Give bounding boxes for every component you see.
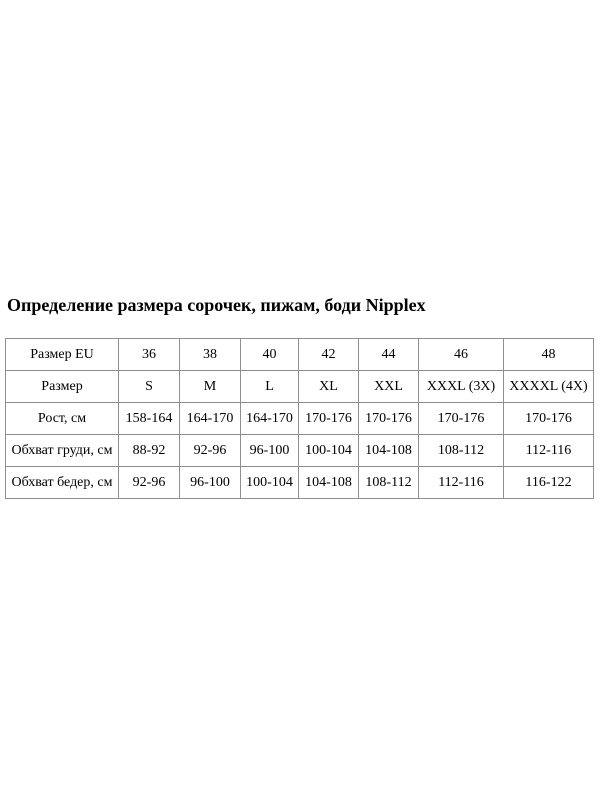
table-row-size-letter xyxy=(6,371,594,403)
size-value: 96-100 xyxy=(241,435,299,467)
size-value: 44 xyxy=(359,339,419,371)
size-value: 100-104 xyxy=(241,467,299,499)
size-value: S xyxy=(119,371,180,403)
table-row-hips xyxy=(6,467,594,499)
size-value: 108-112 xyxy=(359,467,419,499)
size-value: 46 xyxy=(419,339,504,371)
size-value: 164-170 xyxy=(180,403,241,435)
size-value: 170-176 xyxy=(504,403,594,435)
size-value: L xyxy=(241,371,299,403)
size-value: 92-96 xyxy=(180,435,241,467)
row-label: Обхват груди, см xyxy=(6,435,119,467)
size-value: 40 xyxy=(241,339,299,371)
size-value: 112-116 xyxy=(419,467,504,499)
size-value: 112-116 xyxy=(504,435,594,467)
size-value: 38 xyxy=(180,339,241,371)
row-label: Обхват бедер, см xyxy=(6,467,119,499)
size-value: XXL xyxy=(359,371,419,403)
size-table xyxy=(5,338,594,499)
size-value: 158-164 xyxy=(119,403,180,435)
page-title: Определение размера сорочек, пижам, боди Nipplex xyxy=(7,295,426,315)
size-value: 104-108 xyxy=(359,435,419,467)
size-value: 170-176 xyxy=(419,403,504,435)
size-value: 100-104 xyxy=(299,435,359,467)
table-row-size-eu xyxy=(6,339,594,371)
table-row-chest xyxy=(6,435,594,467)
size-value: 170-176 xyxy=(299,403,359,435)
row-label: Размер EU xyxy=(6,339,119,371)
size-value: XXXXL (4X) xyxy=(504,371,594,403)
size-value: 42 xyxy=(299,339,359,371)
table-row-height xyxy=(6,403,594,435)
size-value: XXXL (3X) xyxy=(419,371,504,403)
size-value: 116-122 xyxy=(504,467,594,499)
size-value: 92-96 xyxy=(119,467,180,499)
size-value: M xyxy=(180,371,241,403)
size-value: 170-176 xyxy=(359,403,419,435)
size-value: 88-92 xyxy=(119,435,180,467)
size-value: 48 xyxy=(504,339,594,371)
size-value: 96-100 xyxy=(180,467,241,499)
row-label: Рост, см xyxy=(6,403,119,435)
size-value: 108-112 xyxy=(419,435,504,467)
size-value: 164-170 xyxy=(241,403,299,435)
row-label: Размер xyxy=(6,371,119,403)
size-value: 104-108 xyxy=(299,467,359,499)
size-value: XL xyxy=(299,371,359,403)
size-value: 36 xyxy=(119,339,180,371)
